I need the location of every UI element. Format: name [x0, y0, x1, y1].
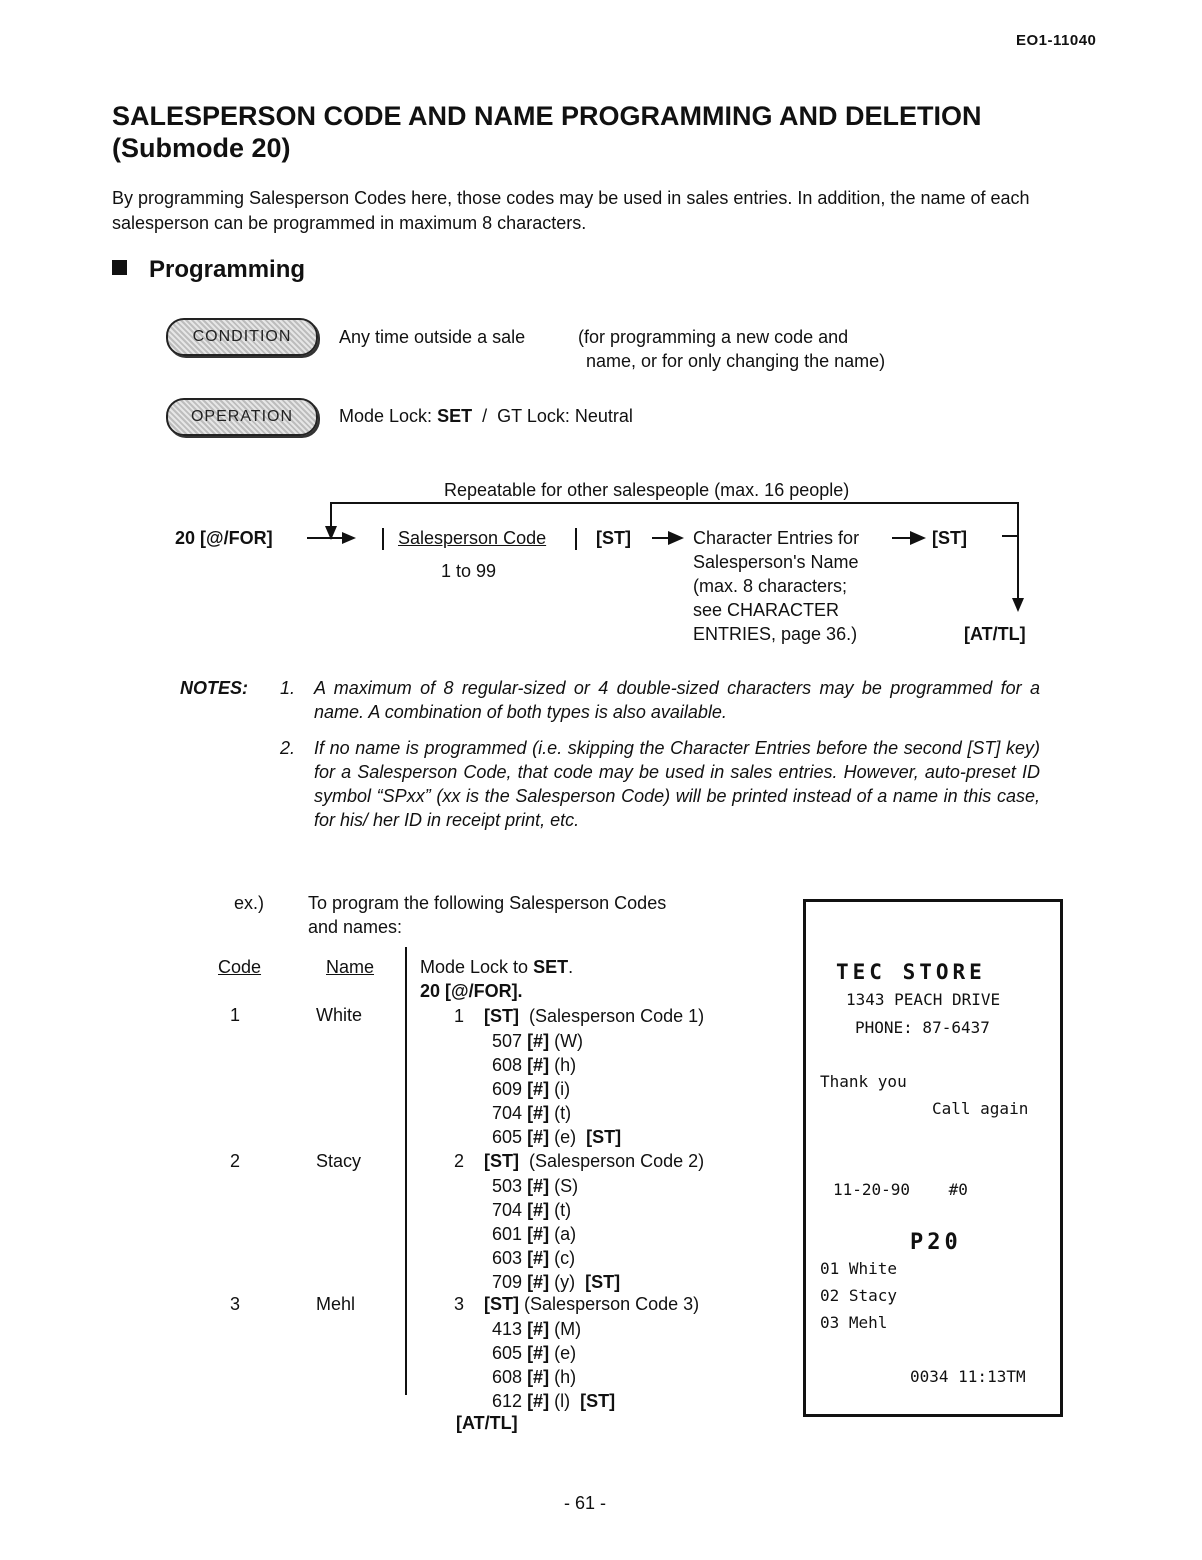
note-number-1: 1. — [280, 678, 296, 698]
entry-line: 413 [#] (M) — [492, 1319, 582, 1339]
intro-paragraph: By programming Salesperson Codes here, those codes may be used in sales entries. In addition, the name of each salesperson can be programmed in maximum 8 characters. — [112, 188, 1030, 233]
note-text-1: A maximum of 8 regular-sized or 4 double-sized characters may be programmed for a name. A combination of both types is also available. — [314, 678, 1040, 722]
char-line: Salesperson's Name — [693, 552, 859, 572]
name-cell: Stacy — [316, 1151, 362, 1171]
entry-line: 704 [#] (t) — [492, 1103, 572, 1123]
flow-start-key: 20 [@/FOR] — [175, 528, 273, 548]
char-line: Character Entries for — [693, 528, 860, 548]
entry-line: 608 [#] (h) — [492, 1367, 577, 1387]
receipt-phone: PHONE: 87-6437 — [855, 1018, 990, 1037]
group-desc: (Salesperson Code 3) — [524, 1294, 700, 1314]
receipt-address: 1343 PEACH DRIVE — [846, 990, 1001, 1009]
name-cell: Mehl — [316, 1294, 356, 1314]
code-range: 1 to 99 — [441, 561, 497, 581]
condition-note-1: (for programming a new code and — [578, 327, 849, 347]
title-line-2: (Submode 20) — [112, 133, 291, 163]
character-entries-text — [693, 526, 859, 646]
entry-line: 503 [#] (S) — [492, 1176, 579, 1196]
receipt-line: 03 Mehl — [820, 1313, 888, 1332]
group-number: 1 — [454, 1006, 465, 1026]
note-text-2: If no name is programmed (i.e. skipping the Character Entries before the second [ST] key) for a Salesperson Code, that code may be used in sales entries. However, auto-preset ID symbol “SPxx” (xx is the Salesperson Code) will be printed instead of a name in this case, for his/ her ID in receipt print, etc. — [314, 738, 1040, 830]
page-number: - 61 - — [564, 1493, 607, 1513]
name-column-header: Name — [326, 957, 375, 977]
mode-lock-suffix: . — [568, 957, 574, 977]
code-column-header: Code — [218, 957, 262, 977]
gt-lock-text: GT Lock: Neutral — [497, 406, 633, 426]
entry-line: 605 [#] (e) — [492, 1343, 577, 1363]
lock-separator: / — [482, 406, 488, 426]
receipt-printout — [803, 899, 1063, 1417]
flow-st-key-1: [ST] — [596, 528, 631, 548]
entry-line: 612 [#] (l) [ST] — [492, 1391, 616, 1411]
code-cell: 2 — [230, 1151, 241, 1171]
entry-line: 507 [#] (W) — [492, 1031, 584, 1051]
mode-lock-prefix: Mode Lock to — [420, 957, 534, 977]
flow-end-key: [AT/TL] — [964, 624, 1026, 644]
group-st-key: [ST] — [484, 1294, 520, 1314]
condition-text: Any time outside a sale — [339, 327, 526, 347]
receipt-footer: 0034 11:13TM — [910, 1367, 1026, 1386]
mode-lock-value: SET — [437, 406, 473, 426]
arrow-1-head-icon — [342, 532, 356, 544]
code-cell: 1 — [230, 1005, 241, 1025]
flow-diagram — [0, 0, 1202, 660]
entry-line: 601 [#] (a) — [492, 1224, 577, 1244]
mode-lock-instruction — [420, 957, 573, 978]
name-cell: White — [316, 1005, 363, 1025]
mode-lock-label: Mode Lock: — [339, 406, 433, 426]
receipt-call-again: Call again — [932, 1099, 1029, 1118]
entry-line: 704 [#] (t) — [492, 1200, 572, 1220]
flow-st-key-2: [ST] — [932, 528, 967, 548]
start-key-instruction: 20 [@/FOR]. — [420, 981, 523, 1001]
example-label: ex.) — [234, 893, 265, 913]
group-desc: (Salesperson Code 2) — [529, 1151, 705, 1171]
operation-badge: OPERATION — [166, 398, 318, 436]
entry-line: 709 [#] (y) [ST] — [492, 1272, 621, 1292]
receipt-line: 02 Stacy — [820, 1286, 898, 1305]
entry-line: 608 [#] (h) — [492, 1055, 577, 1075]
notes-label: NOTES: — [180, 678, 249, 698]
entry-line: 605 [#] (e) [ST] — [492, 1127, 622, 1147]
entry-line: 609 [#] (i) — [492, 1079, 571, 1099]
group-3-entries — [492, 1317, 615, 1413]
char-line: see CHARACTER — [693, 600, 840, 620]
receipt-report-id: P20 — [910, 1230, 962, 1255]
group-2-head — [454, 1151, 704, 1172]
salesperson-code-box: Salesperson Code — [398, 528, 547, 548]
group-1-entries — [492, 1029, 621, 1149]
title-line-1: SALESPERSON CODE AND NAME PROGRAMMING AND DELETION — [112, 101, 982, 131]
exit-arrow-head-icon — [1012, 598, 1024, 612]
group-1-head — [454, 1006, 704, 1027]
char-line: ENTRIES, page 36.) — [693, 624, 858, 644]
condition-badge: CONDITION — [166, 318, 318, 356]
receipt-date-line: 11-20-90 #0 — [833, 1180, 968, 1199]
document-id: EO1-11040 — [1016, 32, 1097, 49]
condition-note-2: name, or for only changing the name) — [586, 351, 886, 371]
note-number-2: 2. — [280, 738, 296, 758]
receipt-thanks: Thank you — [820, 1072, 907, 1091]
group-desc: (Salesperson Code 1) — [529, 1006, 705, 1026]
example-desc-1: To program the following Salesperson Codes — [308, 893, 667, 913]
group-number: 3 — [454, 1294, 465, 1314]
entry-line: 603 [#] (c) — [492, 1248, 576, 1268]
receipt-store-name: TEC STORE — [836, 960, 986, 984]
arrow-3-head-icon — [910, 531, 926, 545]
receipt-line: 01 White — [820, 1259, 898, 1278]
repeat-label: Repeatable for other salespeople (max. 16 people) — [444, 480, 850, 500]
example-desc-2: and names: — [308, 917, 403, 937]
table-divider — [405, 947, 407, 1395]
code-cell: 3 — [230, 1294, 241, 1314]
section-heading-text: Programming — [149, 256, 306, 283]
group-st-key: [ST] — [484, 1006, 520, 1026]
group-st-key: [ST] — [484, 1151, 520, 1171]
group-3-head — [454, 1294, 699, 1315]
group-number: 2 — [454, 1151, 465, 1171]
final-key: [AT/TL] — [456, 1413, 518, 1433]
mode-lock-set: SET — [533, 957, 569, 977]
arrow-2-head-icon — [668, 531, 684, 545]
group-2-entries — [492, 1174, 620, 1294]
char-line: (max. 8 characters; — [693, 576, 848, 596]
